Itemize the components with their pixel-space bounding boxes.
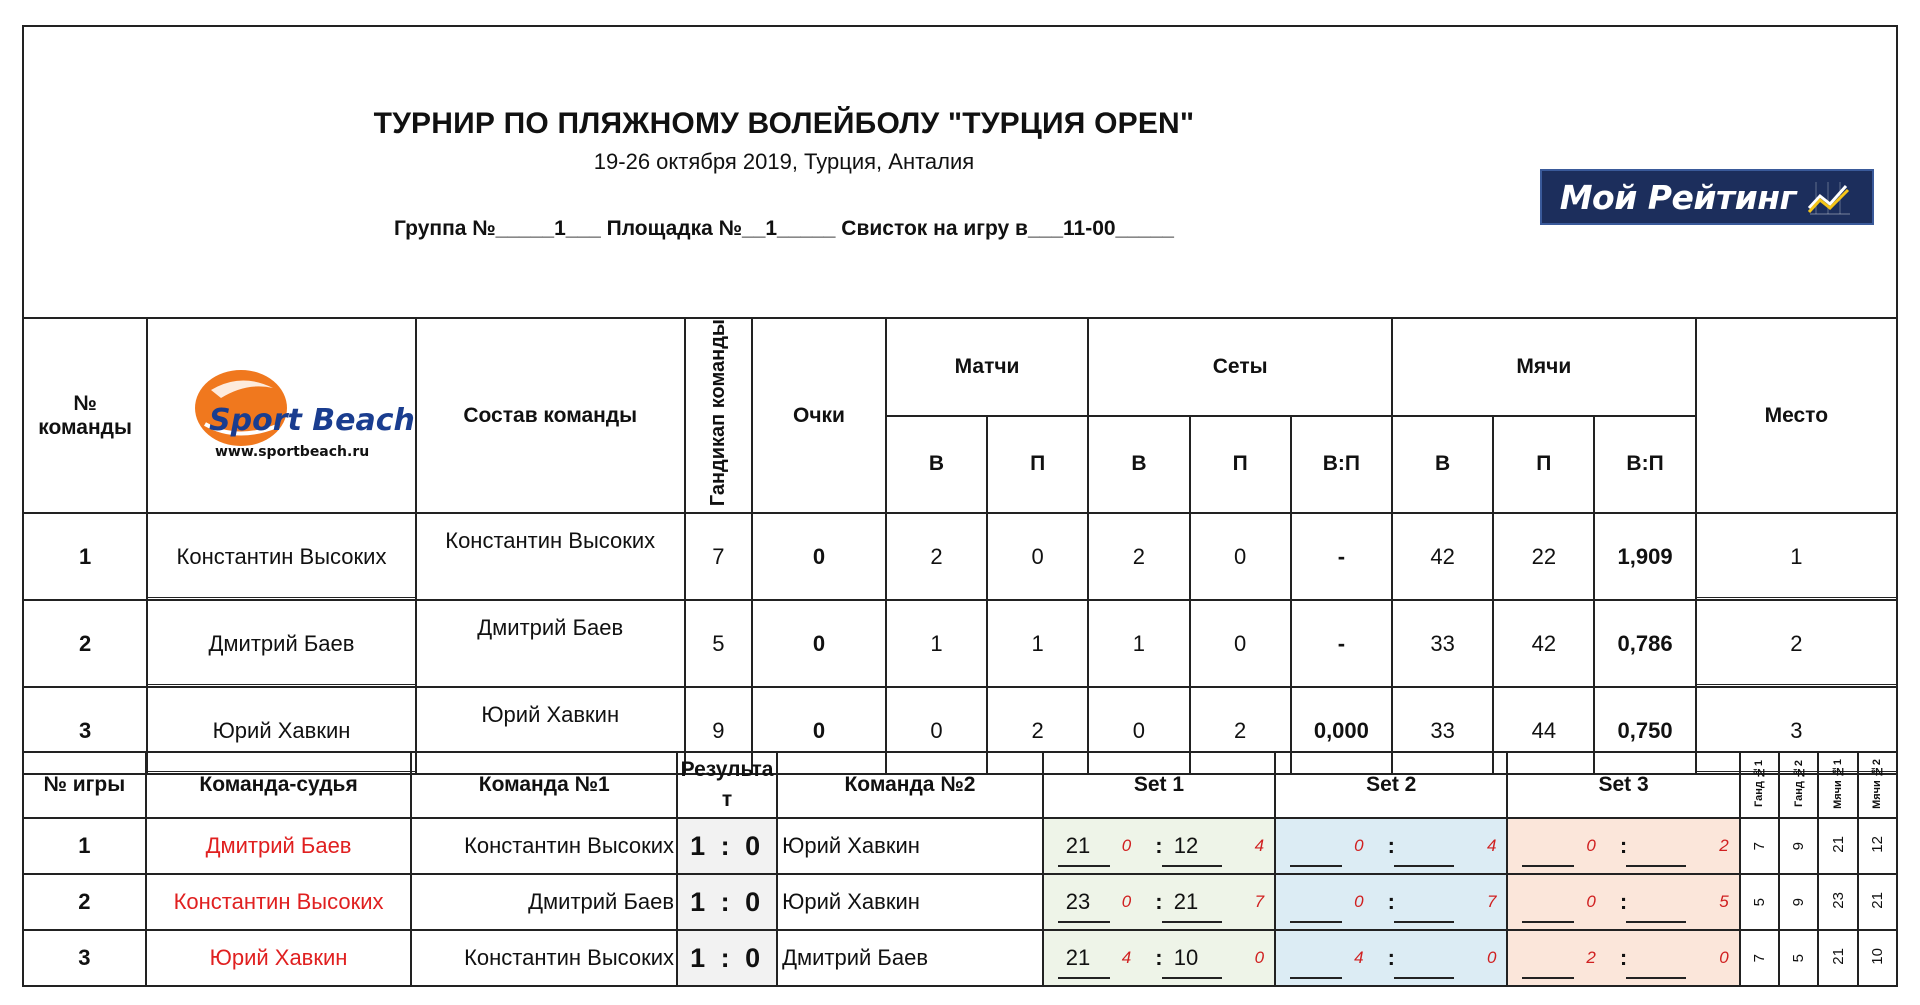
score-separator: : xyxy=(1619,833,1628,858)
score-separator: : xyxy=(1387,889,1395,914)
header-team-no: № команды xyxy=(23,318,147,513)
sport-beach-url: www.sportbeach.ru xyxy=(215,443,370,460)
balls1-value: 21 xyxy=(1818,818,1857,874)
header-balls: Мячи xyxy=(1392,318,1696,416)
game-row xyxy=(23,818,1897,874)
header-set2: Set 2 xyxy=(1275,752,1507,818)
set2-score[interactable] xyxy=(1275,874,1507,930)
sets-ratio: 0,000 xyxy=(1291,687,1392,774)
score-separator: : xyxy=(1155,833,1163,858)
hand2-value: 9 xyxy=(1779,818,1818,874)
set3-score[interactable] xyxy=(1507,930,1739,986)
handicap-team1: 4 xyxy=(1121,948,1132,967)
balls2-value: 12 xyxy=(1858,818,1897,874)
score-separator: : xyxy=(1619,889,1628,914)
matches-lost: 2 xyxy=(987,687,1088,774)
header-game-no: № игры xyxy=(23,752,146,818)
score-separator: : xyxy=(1155,945,1163,970)
balls-ratio: 0,750 xyxy=(1594,687,1695,774)
balls-lost: 22 xyxy=(1493,513,1594,600)
score-team2: 12 xyxy=(1173,833,1199,858)
header-roster: Состав команды xyxy=(416,318,685,513)
team-name: Юрий Хавкин xyxy=(147,687,416,774)
team-place: 3 xyxy=(1696,687,1897,774)
balls-won: 33 xyxy=(1392,600,1493,687)
score-team1: 23 xyxy=(1065,889,1091,914)
team-name: Дмитрий Баев xyxy=(147,600,416,687)
standings-row xyxy=(23,513,1897,600)
team-place: 1 xyxy=(1696,513,1897,600)
header-set1: Set 1 xyxy=(1043,752,1275,818)
game-number: 3 xyxy=(23,930,146,986)
sets-ratio: - xyxy=(1291,600,1392,687)
team-place: 2 xyxy=(1696,600,1897,687)
trend-chart-icon xyxy=(1806,178,1854,216)
sport-beach-logo xyxy=(181,368,416,464)
referee-team: Константин Высоких xyxy=(146,874,412,930)
team-points: 0 xyxy=(752,687,886,774)
score-team2: 10 xyxy=(1173,945,1199,970)
game-team1: Дмитрий Баев xyxy=(411,874,677,930)
sheet-header xyxy=(22,25,1898,317)
team-points: 0 xyxy=(752,600,886,687)
header-matches-loss: П xyxy=(987,416,1088,514)
balls1-value: 21 xyxy=(1818,930,1857,986)
team-name: Константин Высоких xyxy=(147,513,416,600)
sets-won: 0 xyxy=(1088,687,1189,774)
balls-won: 42 xyxy=(1392,513,1493,600)
game-result[interactable]: 1 : 0 xyxy=(677,818,777,874)
balls1-value: 23 xyxy=(1818,874,1857,930)
handicap-team2: 0 xyxy=(1486,948,1497,967)
score-team2: 21 xyxy=(1173,889,1199,914)
handicap-team2: 7 xyxy=(1486,892,1497,911)
set1-score[interactable] xyxy=(1043,930,1275,986)
hand1-value: 7 xyxy=(1740,930,1779,986)
hand2-value: 5 xyxy=(1779,930,1818,986)
sport-beach-brand: Sport Beach xyxy=(209,402,416,438)
game-number: 2 xyxy=(23,874,146,930)
header-balls-ratio: В:П xyxy=(1594,416,1695,514)
balls-lost: 44 xyxy=(1493,687,1594,774)
sport-beach-logo-cell xyxy=(147,318,416,513)
header-matches: Матчи xyxy=(886,318,1088,416)
set3-score[interactable] xyxy=(1507,818,1739,874)
game-team2: Юрий Хавкин xyxy=(777,818,1043,874)
header-sets-ratio: В:П xyxy=(1291,416,1392,514)
handicap-team1: 4 xyxy=(1354,948,1364,967)
handicap-team2: 0 xyxy=(1719,948,1729,967)
referee-team: Юрий Хавкин xyxy=(146,930,412,986)
game-row xyxy=(23,930,1897,986)
header-balls1: Мячи №1 xyxy=(1818,752,1857,818)
header-balls2: Мячи №2 xyxy=(1858,752,1897,818)
group-court-line: Группа №_____1___ Площадка №__1_____ Свисток на игру в___11-00_____ xyxy=(394,217,1174,240)
balls2-value: 10 xyxy=(1858,930,1897,986)
standings-table xyxy=(22,317,1898,775)
handicap-team1: 0 xyxy=(1354,892,1364,911)
header-team1: Команда №1 xyxy=(411,752,677,818)
sets-lost: 2 xyxy=(1190,687,1291,774)
header-sets-loss: П xyxy=(1190,416,1291,514)
handicap-team1: 0 xyxy=(1121,836,1132,855)
set2-score[interactable] xyxy=(1275,818,1507,874)
matches-lost: 1 xyxy=(987,600,1088,687)
handicap-team2: 4 xyxy=(1486,836,1497,855)
team-handicap: 7 xyxy=(685,513,752,600)
referee-team: Дмитрий Баев xyxy=(146,818,412,874)
header-place: Место xyxy=(1696,318,1897,513)
team-number: 2 xyxy=(23,600,147,687)
tournament-dates: 19-26 октября 2019, Турция, Анталия xyxy=(593,149,975,174)
tournament-sheet xyxy=(22,25,1900,993)
team-number: 3 xyxy=(23,687,147,774)
header-matches-win: В xyxy=(886,416,987,514)
handicap-team2: 7 xyxy=(1254,892,1265,911)
team-handicap: 9 xyxy=(685,687,752,774)
team-number: 1 xyxy=(23,513,147,600)
handicap-team2: 2 xyxy=(1719,836,1729,855)
game-team1: Константин Высоких xyxy=(411,930,677,986)
handicap-team1: 0 xyxy=(1354,836,1364,855)
team-points: 0 xyxy=(752,513,886,600)
balls-won: 33 xyxy=(1392,687,1493,774)
hand1-value: 5 xyxy=(1740,874,1779,930)
balls-ratio: 0,786 xyxy=(1594,600,1695,687)
sets-lost: 0 xyxy=(1190,600,1291,687)
game-number: 1 xyxy=(23,818,146,874)
standings-row xyxy=(23,600,1897,687)
set1-score[interactable] xyxy=(1043,874,1275,930)
set1-score[interactable] xyxy=(1043,818,1275,874)
matches-lost: 0 xyxy=(987,513,1088,600)
game-team2: Юрий Хавкин xyxy=(777,874,1043,930)
header-sets: Сеты xyxy=(1088,318,1392,416)
header-team2: Команда №2 xyxy=(777,752,1043,818)
header-points: Очки xyxy=(752,318,886,513)
score-team1: 21 xyxy=(1065,833,1091,858)
team-handicap: 5 xyxy=(685,600,752,687)
handicap-team1: 0 xyxy=(1121,892,1132,911)
header-sets-win: В xyxy=(1088,416,1189,514)
header-handicap: Гандикап команды xyxy=(685,318,752,513)
score-separator: : xyxy=(1619,945,1628,970)
score-team1: 21 xyxy=(1065,945,1091,970)
sets-won: 2 xyxy=(1088,513,1189,600)
handicap-team2: 0 xyxy=(1254,948,1265,967)
team-roster: Константин Высоких xyxy=(416,513,685,600)
handicap-team1: 2 xyxy=(1586,948,1596,967)
handicap-team2: 5 xyxy=(1719,892,1729,911)
set3-score[interactable] xyxy=(1507,874,1739,930)
team-roster: Юрий Хавкин xyxy=(416,687,685,774)
moy-reyting-logo[interactable] xyxy=(1540,169,1874,225)
team-roster: Дмитрий Баев xyxy=(416,600,685,687)
games-table xyxy=(22,751,1898,987)
header-set3: Set 3 xyxy=(1507,752,1739,818)
balls-ratio: 1,909 xyxy=(1594,513,1695,600)
handicap-team2: 4 xyxy=(1254,836,1265,855)
header-balls-loss: П xyxy=(1493,416,1594,514)
header-balls-win: В xyxy=(1392,416,1493,514)
tournament-title: ТУРНИР ПО ПЛЯЖНОМУ ВОЛЕЙБОЛУ "ТУРЦИЯ OPEN" xyxy=(373,107,1195,140)
header-result: Результат xyxy=(677,752,777,818)
balls2-value: 21 xyxy=(1858,874,1897,930)
game-row xyxy=(23,874,1897,930)
sets-lost: 0 xyxy=(1190,513,1291,600)
rating-logo-text: Мой Рейтинг xyxy=(1559,177,1797,217)
handicap-team1: 0 xyxy=(1586,892,1596,911)
score-separator: : xyxy=(1387,945,1395,970)
balls-lost: 42 xyxy=(1493,600,1594,687)
hand2-value: 9 xyxy=(1779,874,1818,930)
matches-won: 0 xyxy=(886,687,987,774)
sets-ratio: - xyxy=(1291,513,1392,600)
score-separator: : xyxy=(1387,833,1395,858)
game-result[interactable]: 1 : 0 xyxy=(677,930,777,986)
matches-won: 1 xyxy=(886,600,987,687)
game-result[interactable]: 1 : 0 xyxy=(677,874,777,930)
header-referee: Команда-судья xyxy=(146,752,412,818)
sets-won: 1 xyxy=(1088,600,1189,687)
score-separator: : xyxy=(1155,889,1163,914)
game-team2: Дмитрий Баев xyxy=(777,930,1043,986)
handicap-team1: 0 xyxy=(1586,836,1596,855)
game-team1: Константин Высоких xyxy=(411,818,677,874)
hand1-value: 7 xyxy=(1740,818,1779,874)
header-hand1: Ганд №1 xyxy=(1740,752,1779,818)
header-hand2: Ганд №2 xyxy=(1779,752,1818,818)
matches-won: 2 xyxy=(886,513,987,600)
set2-score[interactable] xyxy=(1275,930,1507,986)
